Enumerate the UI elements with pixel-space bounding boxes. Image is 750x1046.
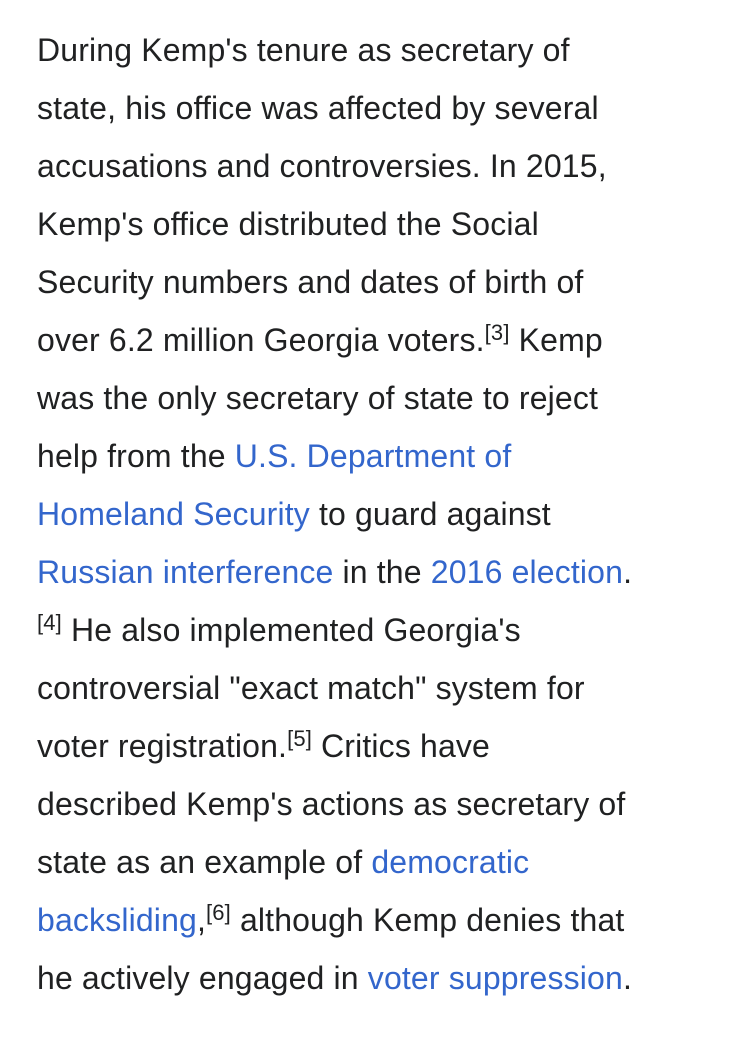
body-text: , (196, 902, 207, 938)
body-text: Kemp (509, 322, 603, 358)
text-line (37, 775, 727, 833)
body-text: controversial "exact match" system for (37, 670, 585, 706)
wiki-link[interactable]: voter suppression (367, 960, 623, 996)
citation-link[interactable]: [4] (37, 610, 62, 635)
body-text: in the (333, 554, 431, 590)
body-text: . (623, 554, 633, 590)
body-text: Kemp's office distributed the Social (37, 206, 539, 242)
text-line (37, 543, 727, 601)
wiki-link[interactable]: U.S. Department of (234, 438, 512, 474)
wiki-link[interactable]: 2016 election (430, 554, 624, 590)
text-line (37, 485, 727, 543)
citation-link[interactable]: [6] (206, 900, 231, 925)
body-text: voter registration. (37, 728, 288, 764)
wiki-link[interactable]: Homeland Security (37, 496, 310, 532)
body-text: help from the (37, 438, 235, 474)
wiki-link[interactable]: Russian interference (37, 554, 334, 590)
text-line (37, 195, 727, 253)
text-line (37, 427, 727, 485)
citation-ref (287, 726, 312, 751)
wiki-link[interactable]: democratic (371, 844, 530, 880)
article-paragraph (37, 21, 727, 1007)
body-text: Security numbers and dates of birth of (37, 264, 584, 300)
citation-link[interactable]: [3] (484, 320, 510, 345)
body-text: During Kemp's tenure as secretary of (37, 32, 570, 68)
text-line (37, 21, 727, 79)
body-text: described Kemp's actions as secretary of (37, 786, 626, 822)
text-line (37, 369, 727, 427)
text-line (37, 253, 727, 311)
body-text: state as an example of (37, 844, 372, 880)
citation-ref (485, 320, 510, 345)
text-line (37, 717, 727, 775)
body-text: to guard against (309, 496, 551, 532)
text-line (37, 137, 727, 195)
body-text: he actively engaged in (37, 960, 368, 996)
text-line (37, 659, 727, 717)
body-text: . (622, 960, 632, 996)
citation-ref (37, 610, 62, 635)
body-text: accusations and controversies. In 2015, (37, 148, 607, 184)
text-line (37, 949, 727, 1007)
wiki-link[interactable]: backsliding (37, 902, 197, 938)
body-text: Critics have (312, 728, 490, 764)
text-line (37, 601, 727, 659)
body-text: He also implemented Georgia's (61, 612, 521, 648)
body-text: state, his office was affected by several (37, 90, 599, 126)
body-text: was the only secretary of state to reject (37, 380, 599, 416)
text-line (37, 311, 727, 369)
citation-ref (206, 900, 231, 925)
text-line (37, 891, 727, 949)
citation-link[interactable]: [5] (287, 726, 312, 751)
text-line (37, 833, 727, 891)
text-line (37, 79, 727, 137)
body-text: over 6.2 million Georgia voters. (37, 322, 485, 358)
body-text: although Kemp denies that (230, 902, 625, 938)
